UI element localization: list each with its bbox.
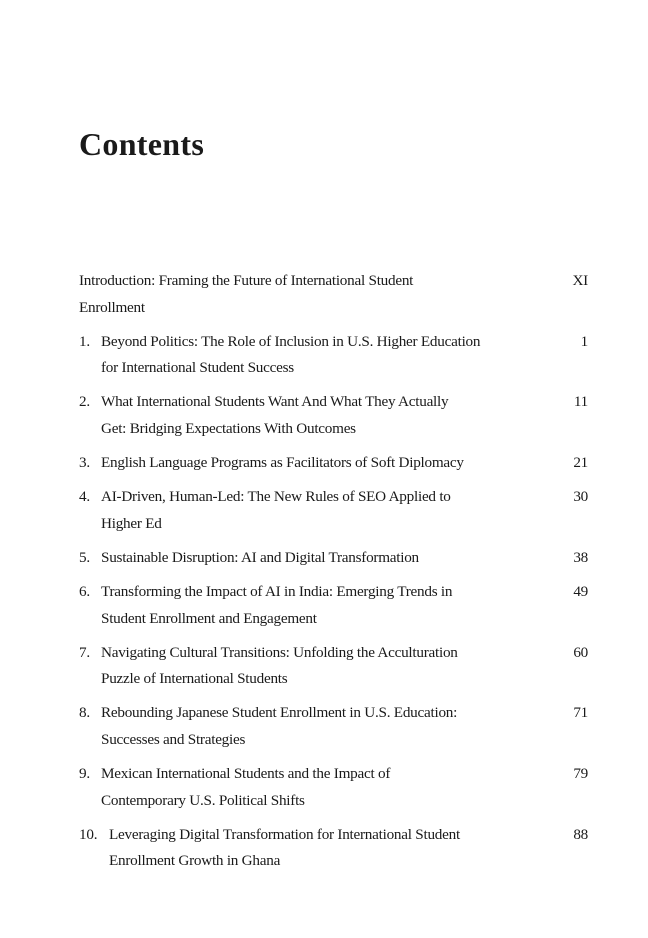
toc-entry-chapter-3[interactable] xyxy=(79,450,588,477)
entry-title-line: Puzzle of International Students xyxy=(101,670,288,688)
entry-page-number: 30 xyxy=(573,488,588,506)
entry-page-number: 88 xyxy=(573,825,588,843)
entry-title-line: English Language Programs as Facilitators of Soft Diplomacy xyxy=(101,454,464,472)
entry-title-line: for International Student Success xyxy=(101,359,294,377)
toc-entry-chapter-9[interactable] xyxy=(79,761,588,814)
entry-title-line: Mexican International Students and the Impact of xyxy=(101,765,391,782)
entry-title-line: Successes and Strategies xyxy=(101,730,246,748)
page-title: Contents xyxy=(79,126,205,162)
toc-entry-introduction[interactable] xyxy=(79,268,588,321)
toc-entry-chapter-7[interactable] xyxy=(79,640,588,693)
entry-page-number: 38 xyxy=(573,548,588,566)
entry-title-line: Contemporary U.S. Political Shifts xyxy=(101,791,305,809)
toc-entry-chapter-4[interactable] xyxy=(79,484,588,537)
entry-page-number: 1 xyxy=(580,332,588,350)
entry-number: 10. xyxy=(79,825,98,843)
entry-title-line: Rebounding Japanese Student Enrollment in U.S. Education: xyxy=(101,704,458,722)
entry-title-line: Beyond Politics: The Role of Inclusion in U.S. Higher Education xyxy=(101,332,481,350)
entry-number: 9. xyxy=(79,765,90,782)
entry-number: 4. xyxy=(79,488,90,506)
entry-number: 7. xyxy=(79,643,90,661)
entry-number: 5. xyxy=(79,548,90,566)
entry-page-number: XI xyxy=(572,272,588,289)
entry-title-line: Transforming the Impact of AI in India: Emerging Trends in xyxy=(101,582,453,600)
entry-title-line: Get: Bridging Expectations With Outcomes xyxy=(101,419,356,437)
entry-title-line: Sustainable Disruption: AI and Digital Transformation xyxy=(101,548,419,566)
entry-title-line: Navigating Cultural Transitions: Unfolding the Acculturation xyxy=(101,643,458,661)
toc-entry-chapter-5[interactable] xyxy=(79,545,588,572)
entry-title-line: Enrollment xyxy=(79,298,145,316)
entry-title-line: Higher Ed xyxy=(101,514,162,532)
entry-title-line: Introduction: Framing the Future of International Student xyxy=(79,272,414,289)
entry-page-number: 71 xyxy=(573,704,588,722)
entry-title-line: Student Enrollment and Engagement xyxy=(101,609,317,627)
entry-number: 1. xyxy=(79,332,90,350)
toc-entry-chapter-1[interactable] xyxy=(79,329,588,382)
entry-title-line: AI-Driven, Human-Led: The New Rules of SEO Applied to xyxy=(101,488,451,506)
entry-title-line: What International Students Want And What They Actually xyxy=(101,393,449,411)
entry-number: 6. xyxy=(79,582,90,600)
toc-entry-chapter-10[interactable] xyxy=(79,822,588,875)
entry-title-line: Enrollment Growth in Ghana xyxy=(109,852,281,870)
entry-page-number: 79 xyxy=(573,765,588,782)
entry-page-number: 60 xyxy=(573,643,588,661)
entry-number: 8. xyxy=(79,704,90,722)
entry-title-line: Leveraging Digital Transformation for International Student xyxy=(109,825,460,843)
entry-page-number: 49 xyxy=(573,582,588,600)
toc-entry-chapter-8[interactable] xyxy=(79,700,588,753)
toc-entry-chapter-2[interactable] xyxy=(79,389,588,442)
toc-entry-chapter-6[interactable] xyxy=(79,579,588,632)
entry-page-number: 21 xyxy=(573,454,588,472)
table-of-contents xyxy=(79,268,588,882)
entry-number: 2. xyxy=(79,393,90,411)
entry-number: 3. xyxy=(79,454,90,472)
entry-page-number: 11 xyxy=(573,393,588,411)
